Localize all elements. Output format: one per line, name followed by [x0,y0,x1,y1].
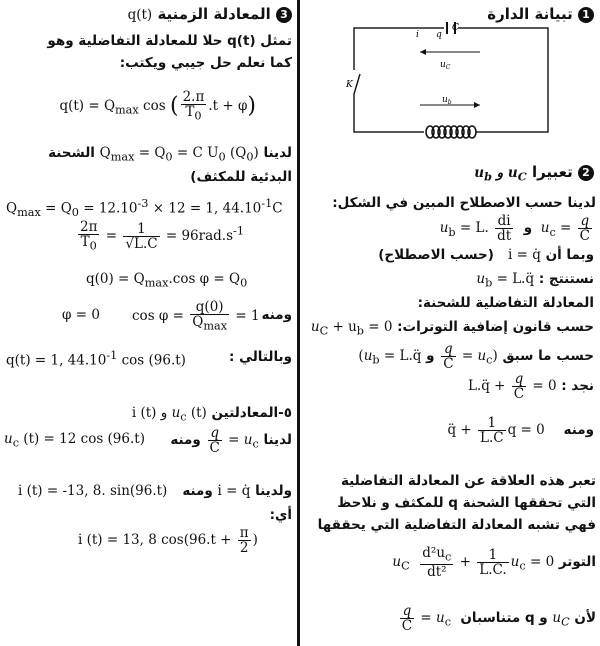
di-dt-fraction: $\frac{di}{dt}$ [497,213,512,245]
that-is-label: أي: [269,507,292,523]
voltage-expressions: $u_b = L$. $\frac{di}{dt}$ و $u_c$ = $\frac{q}{C}$ [439,213,590,245]
capacitor-label: C [452,23,459,33]
solution-line-1: تمثل (q(t حلا للمعادلة التفاضلية وهو [47,33,292,49]
initial-charge-line-2: البدئية للمكثف) [190,169,292,185]
section-number-1: 1 [578,7,594,23]
column-divider [297,0,300,646]
section-1-title: تبيانة الدارة [487,5,573,23]
current-relation: وبما أن i = q̇ (حسب الاصطلاح) [378,247,594,263]
deduction-line: نستنتج : $u_b$ = L.q̈ [476,271,594,290]
current-cosine-form: i (t) = 13, 8 cos(96.t + $\frac{\pi}{2}$ ) [78,525,258,557]
section-3-heading: 3 المعادلة الزمنية q(t) [128,6,292,24]
paragraph-line-1: تعبر هذه العلاقة عن المعادلة التفاضلية [340,473,596,489]
initial-condition: $q(0) = Q_{max}.\cos$ $\varphi = Q_0$ [86,271,248,290]
paragraph-line-3: فهي تشبه المعادلة التفاضلية التي يحققها [317,517,596,533]
circuit-diagram [346,22,560,137]
section-5-heading: ٥-المعادلتين $u_c$ (t) و i (t) [131,405,292,424]
voltage-addition-law: حسب قانون إضافية التوترات: $u_C + u_b = 0$ [310,319,594,338]
proportionality-line: لأن $u_C$ و q متناسبان $u_c$ = $\frac{q}{C}$ [401,603,596,635]
paragraph-line-2: التي تحققها الشحنة q للمكثف و نلاحظ [337,495,596,511]
ub-label: $u_b$ [442,95,452,106]
general-solution: $q(t) = Q_{max}$ cos ( $\frac{2.\pi}{T_0}$ .t + φ) [59,89,256,123]
section-number-2: 2 [578,165,594,181]
previous-results: حسب ما سبق ($u_c$ = $\frac{q}{C}$ و $u_b$ = L.q̈) [358,341,594,373]
switch-label: K [346,80,353,90]
angular-frequency: $\frac{2\pi}{T_0}$ = $\frac{1}{√L.C}$ = $96rad.s^{-1}$ [80,219,244,253]
charge-label: q [436,30,442,40]
right-column [302,0,600,646]
differential-equation-title: المعادلة التفاضلية للشحنة: [417,295,594,311]
section-2-title: تعبيرا [531,163,573,181]
uc-label: $u_C$ [440,60,451,71]
final-differential-equation: ومنه q̈ + $\frac{1}{L.C}$ q = 0 [447,415,594,447]
uc-arrowhead [420,49,426,55]
section-3-title: المعادلة الزمنية [157,5,271,23]
initial-charge-line: لدينا $Q_{max} = Q_0 = C$ $U_0$ $(Q_0)$ الشحنة [48,145,292,164]
capacitor-voltage-equation: التوتر $u_C$ $\frac{d^2u_c}{\text{dt²}}$ + $\frac{1}{L.C.}$ $u_c = 0$ [392,545,596,580]
section-number-3: 3 [276,7,292,23]
q-over-c-fraction: $\frac{q}{C}$ [579,213,590,245]
circuit-wire [354,28,548,132]
ub-arrowhead [474,102,480,108]
section-2-heading [474,164,594,184]
section-2-quantities: $u_C$ و $u_b$ [474,165,527,184]
found-equation: نجد : L.q̈ + $\frac{q}{C}$ = 0 [467,371,594,403]
current-label: i [416,30,419,40]
qmax-calculation: $Q_{max} = Q_0 = 12.10^{-3} \times 12 = 1$, $44.10^{-1}C$ [6,197,283,220]
convention-line: لدينا حسب الاصطلاح المبين في الشكل: [332,195,596,211]
left-column: 3 المعادلة الزمنية q(t) تمثل (q(t حلا للمعادلة التفاضلية وهو كما نعلم حل جيبي ويكتب: $q(t) = Q_{max}$ cos ( $\frac{2.\pi}{T_0}$ .t + φ) لدينا $Q_{max} = Q_0 = C$ $U_0$ $(Q_0)$ الشحنة البدئية للمكثف) $Q_{max} = Q_0 = 12.10^{-3} \times 12 = 1$, $44.10^{-1}C$ $\frac{2\pi}{T_0}$ = $\frac{1}{√L.C}$ = $96rad.s^{-1}$ $q(0) = Q_{max}.\cos$ $\varphi = Q_0$ φ = 0 cos φ = $\frac{q(0)}{Q_{max}}$ = 1 ومنه q(t) = 1, $44.10^{-1}$ cos (96.t) وبالتالي : ٥-المعادلتين $u_c$ (t) و i (t) $u_c$ (t) = 12 cos (96.t) لدينا $u_c$ = $\frac{q}{C}$ ومنه i (t) = -13, 8. sin(96.t) ولدينا i = q̇ ومنه أي: i (t) = 13, 8 cos(96.t + $\frac{\pi}{2}$ ) [4,5,292,557]
solution-line-2: كما نعلم حل جيبي ويكتب: [119,55,292,71]
section-1-heading [487,6,594,23]
